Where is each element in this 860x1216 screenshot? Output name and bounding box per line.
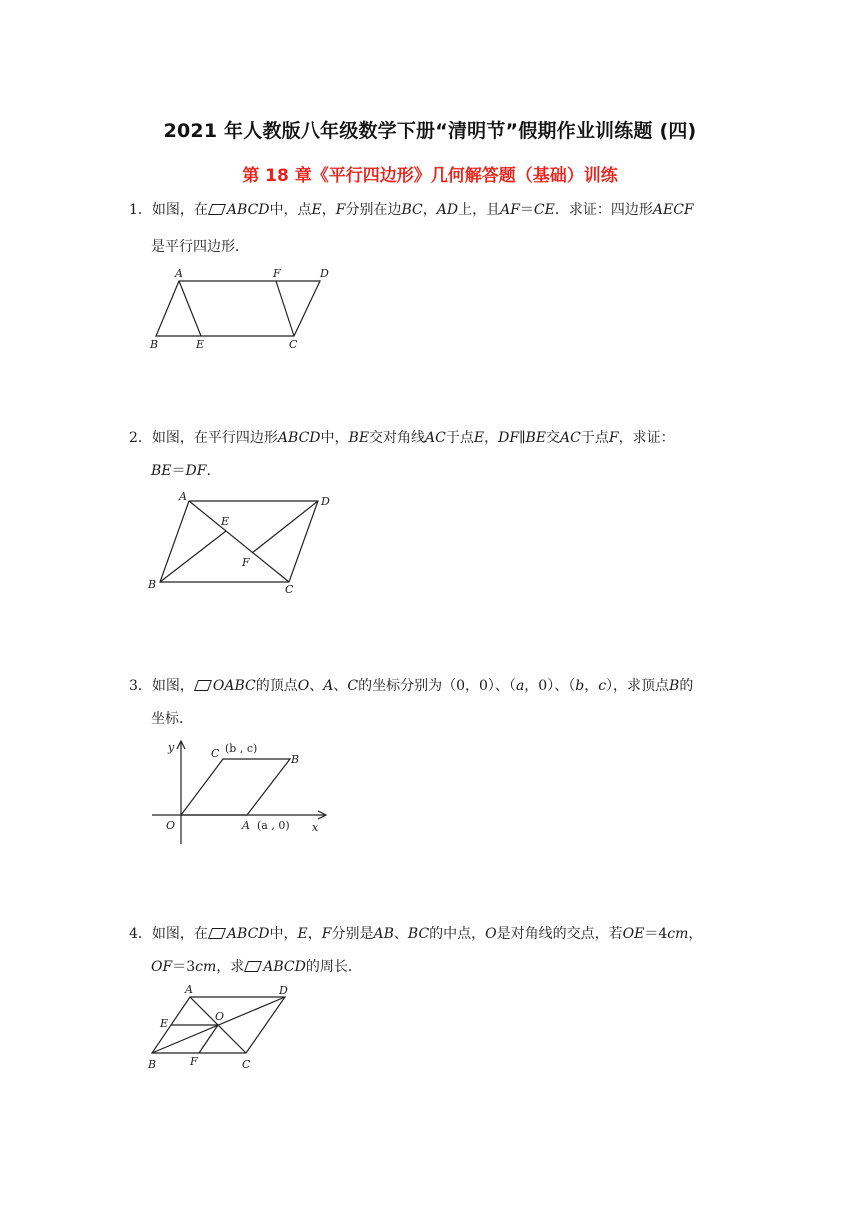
problem-text: ，: [307, 926, 322, 942]
problem-number: 2．: [129, 430, 152, 446]
problem-text: 的周长．: [305, 959, 362, 975]
math-var: c: [598, 678, 607, 694]
problem-text: 是平行四边形．: [151, 239, 249, 255]
problem-text: 、: [309, 678, 324, 694]
problem-2-line-2: [151, 461, 220, 481]
problem-3-figure: [148, 738, 338, 848]
problem-text: 的顶点: [255, 678, 298, 694]
problem-text: 于点: [580, 430, 609, 446]
label-d: D: [279, 984, 288, 997]
problem-text: 、: [333, 678, 348, 694]
label-b: B: [150, 338, 159, 351]
label-y: y: [168, 741, 175, 754]
math-var: BE: [151, 463, 172, 479]
math-var: BE: [525, 430, 547, 446]
label-a: A: [185, 983, 193, 996]
label-b: B: [291, 753, 300, 766]
problem-text: ＝3: [172, 959, 196, 975]
problem-text: ，: [321, 202, 336, 218]
problem-text: ∥: [519, 430, 526, 446]
page-subtitle: 第 18 章《平行四边形》几何解答题（基础）训练: [242, 166, 618, 186]
problem-text: 如图，在平行四边形: [151, 430, 278, 446]
page-title: 2021 年人教版八年级数学下册“清明节”假期作业训练题 (四): [163, 120, 697, 142]
problem-4-figure: [146, 982, 306, 1076]
math-var: E: [311, 202, 322, 218]
parallelogram-symbol: [244, 961, 262, 972]
problem-text: ．: [206, 463, 221, 479]
math-var: DF: [185, 463, 207, 479]
problem-4-line-2: [151, 957, 362, 977]
problem-text: 中，: [269, 926, 298, 942]
math-var: AC: [560, 430, 581, 446]
problem-text: ，求: [216, 959, 245, 975]
parallelogram-symbol: [208, 204, 226, 215]
math-var: F: [321, 926, 332, 942]
label-c: C: [285, 583, 294, 596]
math-var: CE: [533, 202, 555, 218]
math-var: E: [297, 926, 308, 942]
label-a: A: [242, 819, 250, 832]
problem-text: 上，且: [458, 202, 501, 218]
label-f: F: [190, 1055, 198, 1068]
label-e: E: [196, 338, 205, 351]
label-e: E: [160, 1017, 169, 1030]
parallelogram-symbol: [194, 680, 212, 691]
math-var: AB: [373, 926, 394, 942]
math-var: DF: [498, 430, 520, 446]
math-var: E: [473, 430, 485, 446]
math-var: BC: [407, 926, 430, 942]
math-var: ABCD: [226, 926, 270, 942]
problem-text: ），求顶点: [606, 678, 670, 694]
math-var: ABCD: [226, 202, 270, 218]
problem-text: 中，点: [269, 202, 312, 218]
math-var: A: [323, 678, 334, 694]
label-d: D: [320, 267, 329, 280]
math-var: F: [608, 430, 619, 446]
problem-number: 4．: [129, 926, 152, 942]
math-var: a: [515, 678, 525, 694]
label-c: C: [289, 338, 298, 351]
problem-text: ，: [688, 926, 703, 942]
problem-text: 坐标．: [151, 711, 193, 727]
label-b: B: [148, 1058, 157, 1071]
label-o: O: [215, 1010, 225, 1023]
problem-text: 分别是: [331, 926, 374, 942]
problem-text: 的: [679, 678, 694, 694]
problem-1-figure: [148, 264, 348, 354]
math-var: C: [347, 678, 359, 694]
problem-2-line-1: [129, 428, 675, 448]
math-var: ABCD: [263, 959, 306, 975]
label-a-coord: (a , 0): [257, 819, 290, 832]
problem-text: ，求证：: [618, 430, 675, 446]
math-var: BC: [401, 202, 423, 218]
parallelogram-oabc: [181, 759, 290, 815]
problem-text: ＝: [519, 202, 534, 218]
math-var: OF: [151, 959, 173, 975]
problem-text: 如图，在: [151, 926, 208, 942]
label-c: C: [242, 1058, 251, 1071]
problem-text: 分别在边: [345, 202, 402, 218]
label-a: A: [175, 267, 183, 280]
math-var: ABCD: [277, 430, 321, 446]
math-var: O: [297, 678, 310, 694]
math-var: OABC: [212, 678, 256, 694]
label-d: D: [321, 495, 330, 508]
label-x: x: [312, 821, 319, 834]
problem-text: 中，: [320, 430, 349, 446]
segment-fc: [276, 281, 294, 336]
math-var: OE: [622, 926, 645, 942]
problem-text: 的坐标分别为（0，0）、（: [358, 678, 516, 694]
label-c-coord: (b , c): [225, 742, 258, 755]
problem-number: 1．: [129, 202, 152, 218]
parallelogram-abcd: [156, 281, 320, 336]
problem-text: ，: [422, 202, 437, 218]
problem-text: ，: [484, 430, 499, 446]
label-b: B: [148, 578, 157, 591]
math-var: AC: [425, 430, 446, 446]
diagonal-ac: [189, 501, 289, 582]
math-var: AECF: [652, 202, 694, 218]
problem-text: ＝4: [644, 926, 668, 942]
math-var: cm: [195, 959, 217, 975]
problem-text: ，0）、（: [524, 678, 576, 694]
problem-text: 是对角线的交点，若: [496, 926, 623, 942]
math-var: AF: [500, 202, 520, 218]
problem-text: ．求证：四边形: [554, 202, 653, 218]
problem-text: ，: [584, 678, 599, 694]
problem-4-line-1: [129, 924, 702, 944]
parallelogram-symbol: [208, 928, 226, 939]
problem-3-line-2: [151, 709, 193, 729]
label-f: F: [242, 556, 250, 569]
label-a: A: [179, 490, 187, 503]
math-var: B: [669, 678, 680, 694]
label-e: E: [221, 515, 230, 528]
problem-text: ＝: [171, 463, 186, 479]
math-var: cm: [667, 926, 689, 942]
problem-2-figure: [148, 490, 348, 600]
math-var: AD: [436, 202, 459, 218]
math-var: b: [575, 678, 585, 694]
problem-1-line-1: [129, 200, 694, 220]
problem-text: 如图，在: [151, 202, 208, 218]
segment-be: [160, 531, 226, 582]
problem-text: 、: [393, 926, 408, 942]
label-f: F: [273, 267, 281, 280]
problem-text: 于点: [445, 430, 474, 446]
math-var: O: [485, 926, 497, 942]
math-var: F: [335, 202, 346, 218]
segment-ae: [179, 281, 201, 336]
math-var: BE: [348, 430, 370, 446]
problem-text: 交对角线: [369, 430, 426, 446]
label-c: C: [211, 747, 220, 760]
problem-text: 的中点，: [429, 926, 486, 942]
problem-3-line-1: [129, 676, 693, 696]
problem-1-line-2: [151, 237, 249, 257]
problem-number: 3．: [129, 678, 152, 694]
problem-text: 交: [546, 430, 561, 446]
label-o: O: [166, 819, 176, 832]
problem-text: 如图，: [151, 678, 194, 694]
